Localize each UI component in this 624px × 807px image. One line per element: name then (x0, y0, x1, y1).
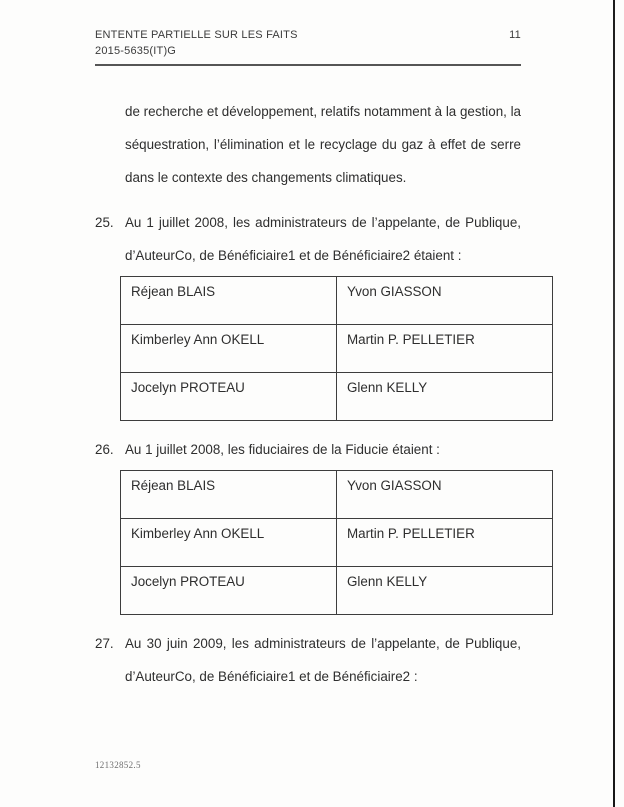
table-cell: Yvon GIASSON (337, 277, 553, 325)
table-row (121, 471, 553, 519)
administrators-table-2008 (120, 276, 553, 421)
document-body (95, 95, 521, 693)
paragraph-text: de recherche et développement, relatifs notamment à la gestion, la séquestration, l’élimination et le recyclage du gaz à effet de serre dans le contexte des changements climatiques. (125, 104, 521, 185)
table-cell: Jocelyn PROTEAU (121, 567, 337, 615)
paragraph-number: 25. (95, 215, 114, 230)
table-row (121, 567, 553, 615)
table-cell: Jocelyn PROTEAU (121, 373, 337, 421)
table-cell: Yvon GIASSON (337, 471, 553, 519)
table-cell: Glenn KELLY (337, 567, 553, 615)
page-header (95, 27, 521, 66)
table-row (121, 277, 553, 325)
table-cell: Kimberley Ann OKELL (121, 519, 337, 567)
table-row (121, 519, 553, 567)
paragraph-26 (95, 433, 521, 466)
table-cell: Glenn KELLY (337, 373, 553, 421)
table-cell: Réjean BLAIS (121, 471, 337, 519)
paragraph-text: Au 30 juin 2009, les administrateurs de l’appelante, de Publique, d’AuteurCo, de Bénéficiaire1 et de Bénéficiaire2 : (125, 636, 521, 684)
paragraph-27 (95, 627, 521, 693)
header-case-number: 2015-5635(IT)G (95, 45, 177, 57)
table-cell: Kimberley Ann OKELL (121, 325, 337, 373)
header-row (95, 27, 521, 43)
header-title: ENTENTE PARTIELLE SUR LES FAITS (95, 29, 298, 41)
paragraph-number: 27. (95, 636, 114, 651)
document-id-footer: 12132852.5 (95, 760, 141, 770)
table-cell: Martin P. PELLETIER (337, 325, 553, 373)
scan-edge-artifact (613, 0, 615, 807)
paragraph-text: Au 1 juillet 2008, les administrateurs de l’appelante, de Publique, d’AuteurCo, de Bénéficiaire1 et de Bénéficiaire2 étaient : (125, 215, 521, 263)
table-cell: Réjean BLAIS (121, 277, 337, 325)
paragraph-number: 26. (95, 442, 114, 457)
table-row (121, 325, 553, 373)
paragraph-continuation (95, 95, 521, 194)
trustees-table-2008 (120, 470, 553, 615)
paragraph-text: Au 1 juillet 2008, les fiduciaires de la Fiducie étaient : (125, 442, 440, 457)
table-row (121, 373, 553, 421)
paragraph-indent (95, 95, 125, 194)
header-page-number: 11 (509, 29, 521, 41)
paragraph-25 (95, 206, 521, 272)
table-cell: Martin P. PELLETIER (337, 519, 553, 567)
